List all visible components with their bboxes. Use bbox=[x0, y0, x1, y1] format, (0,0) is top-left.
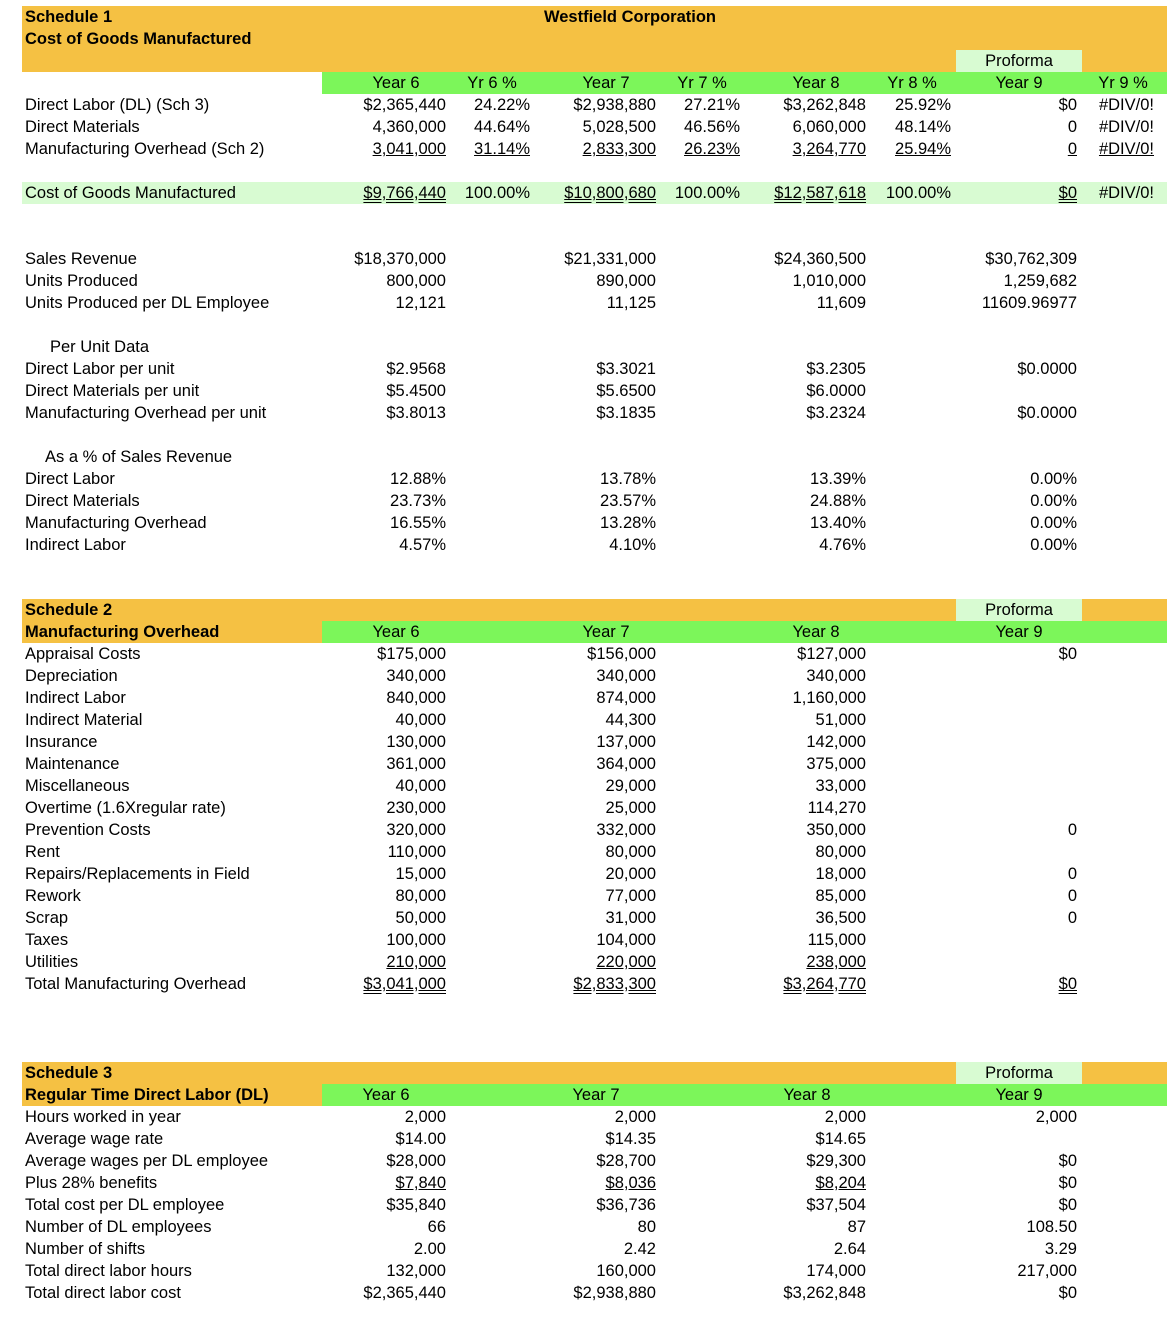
company-name: Westfield Corporation bbox=[543, 8, 717, 26]
cell: 238,000 bbox=[806, 953, 866, 971]
col-header-yr8-pct: Yr 8 % bbox=[887, 74, 937, 92]
cell: $0 bbox=[1058, 1196, 1077, 1214]
cell: $3,041,000 bbox=[363, 975, 446, 993]
cell: 217,000 bbox=[1017, 1262, 1077, 1280]
cell: $6.0000 bbox=[806, 382, 866, 400]
cell: 46.56% bbox=[684, 118, 740, 136]
cell: $0 bbox=[1058, 96, 1077, 114]
cell: 40,000 bbox=[395, 711, 446, 729]
cell: 25.94% bbox=[895, 140, 951, 158]
cell: 320,000 bbox=[386, 821, 446, 839]
cell: $28,000 bbox=[386, 1152, 446, 1170]
col-header-year9: Year 9 bbox=[995, 623, 1043, 641]
cell: 2,833,300 bbox=[582, 140, 656, 158]
cell: 104,000 bbox=[596, 931, 656, 949]
cell: 5,028,500 bbox=[582, 118, 656, 136]
schedule3-proforma-label: Proforma bbox=[985, 1064, 1053, 1082]
cell: $0 bbox=[1058, 975, 1077, 993]
cell: 230,000 bbox=[386, 799, 446, 817]
cell: 890,000 bbox=[596, 272, 656, 290]
cell: 23.57% bbox=[600, 492, 656, 510]
cell: $14.65 bbox=[815, 1130, 866, 1148]
cell: $2,365,440 bbox=[363, 96, 446, 114]
row-label: Direct Labor per unit bbox=[25, 360, 175, 378]
schedule2-title: Manufacturing Overhead bbox=[25, 623, 220, 641]
cell: 100.00% bbox=[885, 184, 951, 202]
row-label: Maintenance bbox=[25, 755, 120, 773]
row-label: Average wages per DL employee bbox=[25, 1152, 269, 1170]
col-header-yr9-pct: Yr 9 % bbox=[1098, 74, 1148, 92]
col-header-yr6-pct: Yr 6 % bbox=[467, 74, 517, 92]
schedule2-proforma-label: Proforma bbox=[985, 601, 1053, 619]
pct-sales-title: As a % of Sales Revenue bbox=[45, 448, 233, 466]
row-label: Taxes bbox=[25, 931, 69, 949]
row-label: Direct Labor (DL) (Sch 3) bbox=[25, 96, 210, 114]
row-label: Overtime (1.6Xregular rate) bbox=[25, 799, 226, 817]
cell: $21,331,000 bbox=[564, 250, 656, 268]
cell: 23.73% bbox=[390, 492, 446, 510]
cell: 27.21% bbox=[684, 96, 740, 114]
row-label: Hours worked in year bbox=[25, 1108, 181, 1126]
cell: $2,938,880 bbox=[573, 1284, 656, 1302]
col-header-year8: Year 8 bbox=[792, 623, 840, 641]
cell: 0 bbox=[1067, 118, 1077, 136]
cell: 137,000 bbox=[596, 733, 656, 751]
schedule1-title: Cost of Goods Manufactured bbox=[25, 30, 252, 48]
cell: 2,000 bbox=[1035, 1108, 1077, 1126]
row-label: Cost of Goods Manufactured bbox=[25, 184, 236, 202]
cell: 174,000 bbox=[806, 1262, 866, 1280]
cell: $175,000 bbox=[377, 645, 446, 663]
cell: 11609.96977 bbox=[981, 294, 1077, 312]
cell: 80 bbox=[637, 1218, 656, 1236]
cell: $2.9568 bbox=[386, 360, 446, 378]
col-header-yr7-pct: Yr 7 % bbox=[677, 74, 727, 92]
cell: $7,840 bbox=[395, 1174, 446, 1192]
cell: 0.00% bbox=[1030, 492, 1077, 510]
col-header-year8: Year 8 bbox=[792, 74, 840, 92]
cell: 4.76% bbox=[819, 536, 866, 554]
cell: 350,000 bbox=[806, 821, 866, 839]
row-label: Manufacturing Overhead bbox=[25, 514, 207, 532]
cell: $36,736 bbox=[596, 1196, 656, 1214]
cell: $35,840 bbox=[386, 1196, 446, 1214]
cell: 340,000 bbox=[596, 667, 656, 685]
cell: 6,060,000 bbox=[792, 118, 866, 136]
cell: $28,700 bbox=[596, 1152, 656, 1170]
row-label: Repairs/Replacements in Field bbox=[25, 865, 250, 883]
cell: 85,000 bbox=[815, 887, 866, 905]
cell: 0.00% bbox=[1030, 514, 1077, 532]
cell: 108.50 bbox=[1026, 1218, 1077, 1236]
row-label: Manufacturing Overhead per unit bbox=[25, 404, 267, 422]
cell: 3,264,770 bbox=[792, 140, 866, 158]
cell: $3.2305 bbox=[806, 360, 866, 378]
col-header-year6: Year 6 bbox=[372, 74, 420, 92]
cell: 2,000 bbox=[824, 1108, 866, 1126]
cell: 15,000 bbox=[395, 865, 446, 883]
cell: 100.00% bbox=[464, 184, 530, 202]
cell: 25.92% bbox=[895, 96, 951, 114]
cell: 3,041,000 bbox=[372, 140, 446, 158]
cell: 13.39% bbox=[810, 470, 866, 488]
row-label: Sales Revenue bbox=[25, 250, 137, 268]
cell: $37,504 bbox=[806, 1196, 866, 1214]
row-label: Average wage rate bbox=[25, 1130, 164, 1148]
cell: 26.23% bbox=[684, 140, 740, 158]
cell: #DIV/0! bbox=[1098, 96, 1154, 114]
cell: 1,010,000 bbox=[792, 272, 866, 290]
col-header-year7: Year 7 bbox=[582, 74, 630, 92]
cell: 874,000 bbox=[596, 689, 656, 707]
row-label: Miscellaneous bbox=[25, 777, 130, 795]
cell: 0 bbox=[1067, 140, 1077, 158]
cell: 20,000 bbox=[605, 865, 656, 883]
cell: 44.64% bbox=[474, 118, 530, 136]
row-label: Plus 28% benefits bbox=[25, 1174, 158, 1192]
cell: $18,370,000 bbox=[354, 250, 446, 268]
cell: 332,000 bbox=[596, 821, 656, 839]
cell: 0 bbox=[1067, 909, 1077, 927]
cell: $2,938,880 bbox=[573, 96, 656, 114]
col-header-year8: Year 8 bbox=[783, 1086, 831, 1104]
cell: 210,000 bbox=[386, 953, 446, 971]
cell: 44,300 bbox=[605, 711, 656, 729]
cell: 800,000 bbox=[386, 272, 446, 290]
cell: 80,000 bbox=[815, 843, 866, 861]
cell: 16.55% bbox=[390, 514, 446, 532]
cell: $3.1835 bbox=[596, 404, 656, 422]
cell: 24.88% bbox=[810, 492, 866, 510]
cell: $2,833,300 bbox=[573, 975, 656, 993]
cell: 51,000 bbox=[815, 711, 866, 729]
cell: 0 bbox=[1067, 865, 1077, 883]
cell: 110,000 bbox=[387, 843, 446, 861]
cell: 375,000 bbox=[806, 755, 866, 773]
cell: 18,000 bbox=[815, 865, 866, 883]
cell: 11,609 bbox=[816, 294, 866, 312]
cell: $3.2324 bbox=[806, 404, 866, 422]
cell: $14.35 bbox=[605, 1130, 656, 1148]
schedule3-title: Regular Time Direct Labor (DL) bbox=[25, 1086, 269, 1104]
cell: 100,000 bbox=[386, 931, 446, 949]
row-label: Direct Materials bbox=[25, 118, 140, 136]
cell: 2,000 bbox=[404, 1108, 446, 1126]
cell: 1,160,000 bbox=[792, 689, 866, 707]
cell: $12,587,618 bbox=[774, 184, 866, 202]
cell: 24.22% bbox=[474, 96, 530, 114]
cell: 0.00% bbox=[1030, 536, 1077, 554]
row-label: Insurance bbox=[25, 733, 98, 751]
cell: 13.78% bbox=[600, 470, 656, 488]
cell: 4.57% bbox=[399, 536, 446, 554]
cell: 1,259,682 bbox=[1003, 272, 1077, 290]
row-label: Direct Labor bbox=[25, 470, 115, 488]
row-label: Prevention Costs bbox=[25, 821, 151, 839]
row-label: Utilities bbox=[25, 953, 79, 971]
cell: 3.29 bbox=[1044, 1240, 1077, 1258]
row-label: Depreciation bbox=[25, 667, 118, 685]
cell: $0 bbox=[1058, 1284, 1077, 1302]
cell: 4.10% bbox=[609, 536, 656, 554]
row-label: Manufacturing Overhead (Sch 2) bbox=[25, 140, 265, 158]
cell: 340,000 bbox=[386, 667, 446, 685]
cell: 25,000 bbox=[605, 799, 656, 817]
cell: 2.00 bbox=[413, 1240, 446, 1258]
schedule1-label: Schedule 1 bbox=[25, 8, 113, 26]
col-header-year7: Year 7 bbox=[582, 623, 630, 641]
cell: $0.0000 bbox=[1017, 404, 1077, 422]
cell: 840,000 bbox=[386, 689, 446, 707]
col-header-year9: Year 9 bbox=[995, 74, 1043, 92]
row-label: Total cost per DL employee bbox=[25, 1196, 225, 1214]
cell: #DIV/0! bbox=[1098, 140, 1154, 158]
cell: 40,000 bbox=[395, 777, 446, 795]
cell: 364,000 bbox=[596, 755, 656, 773]
cell: 0.00% bbox=[1030, 470, 1077, 488]
row-label: Direct Materials bbox=[25, 492, 140, 510]
cell: $0 bbox=[1058, 1174, 1077, 1192]
cell: 142,000 bbox=[806, 733, 866, 751]
cell: $3,262,848 bbox=[783, 96, 866, 114]
cell: 340,000 bbox=[806, 667, 866, 685]
col-header-year7: Year 7 bbox=[572, 1086, 620, 1104]
row-label: Total direct labor hours bbox=[25, 1262, 192, 1280]
row-label: Units Produced bbox=[25, 272, 138, 290]
row-label: Number of shifts bbox=[25, 1240, 146, 1258]
cell: #DIV/0! bbox=[1098, 184, 1154, 202]
cell: 132,000 bbox=[386, 1262, 446, 1280]
row-label: Rent bbox=[25, 843, 60, 861]
row-label: Direct Materials per unit bbox=[25, 382, 200, 400]
schedule1-proforma-label: Proforma bbox=[985, 52, 1053, 70]
row-label: Indirect Labor bbox=[25, 689, 126, 707]
row-label: Total direct labor cost bbox=[25, 1284, 181, 1302]
cell: $0 bbox=[1058, 184, 1077, 202]
row-label: Indirect Material bbox=[25, 711, 143, 729]
cell: 31,000 bbox=[605, 909, 656, 927]
cell: 361,000 bbox=[386, 755, 446, 773]
cell: 36,500 bbox=[815, 909, 866, 927]
cell: 2,000 bbox=[614, 1108, 656, 1126]
cell: 87 bbox=[847, 1218, 866, 1236]
cell: 2.42 bbox=[623, 1240, 656, 1258]
row-label: Total Manufacturing Overhead bbox=[25, 975, 247, 993]
cell: 50,000 bbox=[395, 909, 446, 927]
cell: $0 bbox=[1058, 1152, 1077, 1170]
cell: $10,800,680 bbox=[564, 184, 656, 202]
cell: 0 bbox=[1067, 887, 1077, 905]
cell: 114,270 bbox=[807, 799, 866, 817]
cell: 130,000 bbox=[386, 733, 446, 751]
per-unit-title: Per Unit Data bbox=[50, 338, 150, 356]
cell: $29,300 bbox=[806, 1152, 866, 1170]
cell: $8,204 bbox=[815, 1174, 866, 1192]
row-label: Units Produced per DL Employee bbox=[25, 294, 270, 312]
schedule2-label: Schedule 2 bbox=[25, 601, 113, 619]
schedule3-label: Schedule 3 bbox=[25, 1064, 113, 1082]
cell: 11,125 bbox=[606, 294, 656, 312]
cell: 66 bbox=[427, 1218, 446, 1236]
cell: $3,264,770 bbox=[783, 975, 866, 993]
cell: $30,762,309 bbox=[985, 250, 1077, 268]
cell: $14.00 bbox=[395, 1130, 446, 1148]
cell: $24,360,500 bbox=[774, 250, 866, 268]
col-header-year9: Year 9 bbox=[995, 1086, 1043, 1104]
cell: 13.40% bbox=[810, 514, 866, 532]
cell: 48.14% bbox=[895, 118, 951, 136]
cell: $5.6500 bbox=[596, 382, 656, 400]
cell: 13.28% bbox=[600, 514, 656, 532]
cell: $3,262,848 bbox=[783, 1284, 866, 1302]
cell: $5.4500 bbox=[386, 382, 446, 400]
cell: 77,000 bbox=[605, 887, 656, 905]
cell: 80,000 bbox=[395, 887, 446, 905]
cell: $156,000 bbox=[587, 645, 656, 663]
cell: $127,000 bbox=[797, 645, 866, 663]
cell: 115,000 bbox=[807, 931, 866, 949]
row-label: Appraisal Costs bbox=[25, 645, 141, 663]
row-label: Rework bbox=[25, 887, 81, 905]
cell: 0 bbox=[1067, 821, 1077, 839]
cell: $9,766,440 bbox=[363, 184, 446, 202]
cell: 4,360,000 bbox=[372, 118, 446, 136]
cell: $3.3021 bbox=[596, 360, 656, 378]
row-label: Number of DL employees bbox=[25, 1218, 212, 1236]
col-header-year6: Year 6 bbox=[372, 623, 420, 641]
cell: $2,365,440 bbox=[363, 1284, 446, 1302]
cell: 160,000 bbox=[596, 1262, 656, 1280]
cell: $3.8013 bbox=[386, 404, 446, 422]
cell: 220,000 bbox=[596, 953, 656, 971]
cell: 100.00% bbox=[674, 184, 740, 202]
cell: 12,121 bbox=[395, 294, 446, 312]
cell: 80,000 bbox=[605, 843, 656, 861]
cell: $0.0000 bbox=[1017, 360, 1077, 378]
col-header-year6: Year 6 bbox=[362, 1086, 410, 1104]
cell: 33,000 bbox=[815, 777, 866, 795]
cell: $0 bbox=[1058, 645, 1077, 663]
cell: $8,036 bbox=[605, 1174, 656, 1192]
cell: 12.88% bbox=[390, 470, 446, 488]
cell: 31.14% bbox=[474, 140, 530, 158]
cell: #DIV/0! bbox=[1098, 118, 1154, 136]
cell: 2.64 bbox=[833, 1240, 866, 1258]
cell: 29,000 bbox=[605, 777, 656, 795]
row-label: Scrap bbox=[25, 909, 69, 927]
row-label: Indirect Labor bbox=[25, 536, 126, 554]
